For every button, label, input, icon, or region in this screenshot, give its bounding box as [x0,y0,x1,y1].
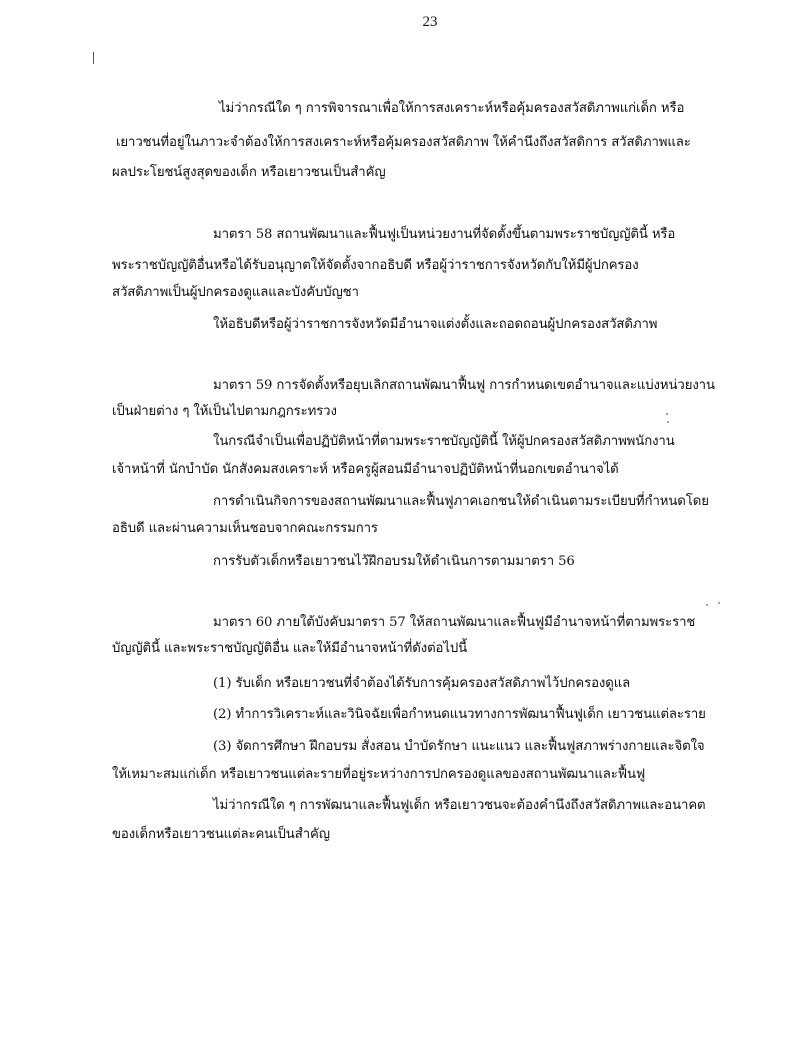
text-line: สวัสดิภาพเป็นผู้ปกครองดูแลและบังคับบัญชา [112,285,359,300]
text-line: ไม่ว่ากรณีใด ๆ การพิจารณาเพื่อให้การสงเคราะห์หรือคุ้มครองสวัสดิภาพแก่เด็ก หรือ [219,101,685,116]
scan-speck [666,413,668,415]
text-line: เจ้าหน้าที่ นักบำบัด นักสังคมสงเคราะห์ หรือครูผู้สอนมีอำนาจปฏิบัติหน้าที่นอกเขตอำนาจได้ [112,462,619,477]
text-line: ให้เหมาะสมแก่เด็ก หรือเยาวชนแต่ละรายที่อยู่ระหว่างการปกครองดูแลของสถานพัฒนาและฟื้นฟู [112,767,646,782]
page-number: 23 [422,14,438,30]
text-line: อธิบดี และผ่านความเห็นชอบจากคณะกรรมการ [112,521,378,536]
scan-speck [706,604,708,606]
text-line: มาตรา 58 สถานพัฒนาและฟื้นฟูเป็นหน่วยงานที่จัดตั้งขึ้นตามพระราชบัญญัตินี้ หรือ [213,227,676,242]
text-line: เป็นฝ่ายต่าง ๆ ให้เป็นไปตามกฎกระทรวง [112,404,337,419]
text-line: มาตรา 60 ภายใต้บังคับมาตรา 57 ให้สถานพัฒนาและฟื้นฟูมีอำนาจหน้าที่ตามพระราช [213,615,696,630]
text-line: ของเด็กหรือเยาวชนแต่ละคนเป็นสำคัญ [112,827,330,842]
text-line: การรับตัวเด็กหรือเยาวชนไว้ฝึกอบรมให้ดำเนินการตามมาตรา 56 [213,554,575,569]
text-line: ในกรณีจำเป็นเพื่อปฏิบัติหน้าที่ตามพระราชบัญญัตินี้ ให้ผู้ปกครองสวัสดิภาพพนักงาน [213,434,675,449]
scan-speck [667,421,669,423]
text-line: เยาวชนที่อยู่ในภาวะจำต้องให้การสงเคราะห์หรือคุ้มครองสวัสดิภาพ ให้คำนึงถึงสวัสดิการ สวัสดิภาพและ [116,135,691,150]
text-line: ผลประโยชน์สูงสุดของเด็ก หรือเยาวชนเป็นสำคัญ [112,165,386,180]
text-line: การดำเนินกิจการของสถานพัฒนาและฟื้นฟูภาคเอกชนให้ดำเนินตามระเบียบที่กำหนดโดย [213,494,709,509]
text-line: ให้อธิบดีหรือผู้ว่าราชการจังหวัดมีอำนาจแต่งตั้งและถอดถอนผู้ปกครองสวัสดิภาพ [213,317,658,332]
text-line: พระราชบัญญัติอื่นหรือได้รับอนุญาตให้จัดตั้งจากอธิบดี หรือผู้ว่าราชการจังหวัดกับให้มีผู้ปกครอง [112,258,639,273]
text-line: (2) ทำการวิเคราะห์และวินิจฉัยเพื่อกำหนดแนวทางการพัฒนาฟื้นฟูเด็ก เยาวชนแต่ละราย [213,707,706,722]
scan-speck [718,602,720,604]
text-line: บัญญัตินี้ และพระราชบัญญัติอื่น และให้มีอำนาจหน้าที่ดังต่อไปนี้ [112,641,468,656]
text-line: (1) รับเด็ก หรือเยาวชนที่จำต้องได้รับการคุ้มครองสวัสดิภาพไว้ปกครองดูแล [213,676,631,691]
margin-mark [93,52,94,64]
text-line: ไม่ว่ากรณีใด ๆ การพัฒนาและฟื้นฟูเด็ก หรือเยาวชนจะต้องคำนึงถึงสวัสดิภาพและอนาคต [213,798,706,813]
text-line: มาตรา 59 การจัดตั้งหรือยุบเลิกสถานพัฒนาฟื้นฟู การกำหนดเขตอำนาจและแบ่งหน่วยงาน [213,378,715,393]
text-line: (3) จัดการศึกษา ฝึกอบรม สั่งสอน บำบัดรักษา แนะแนว และฟื้นฟูสภาพร่างกายและจิตใจ [213,739,705,754]
